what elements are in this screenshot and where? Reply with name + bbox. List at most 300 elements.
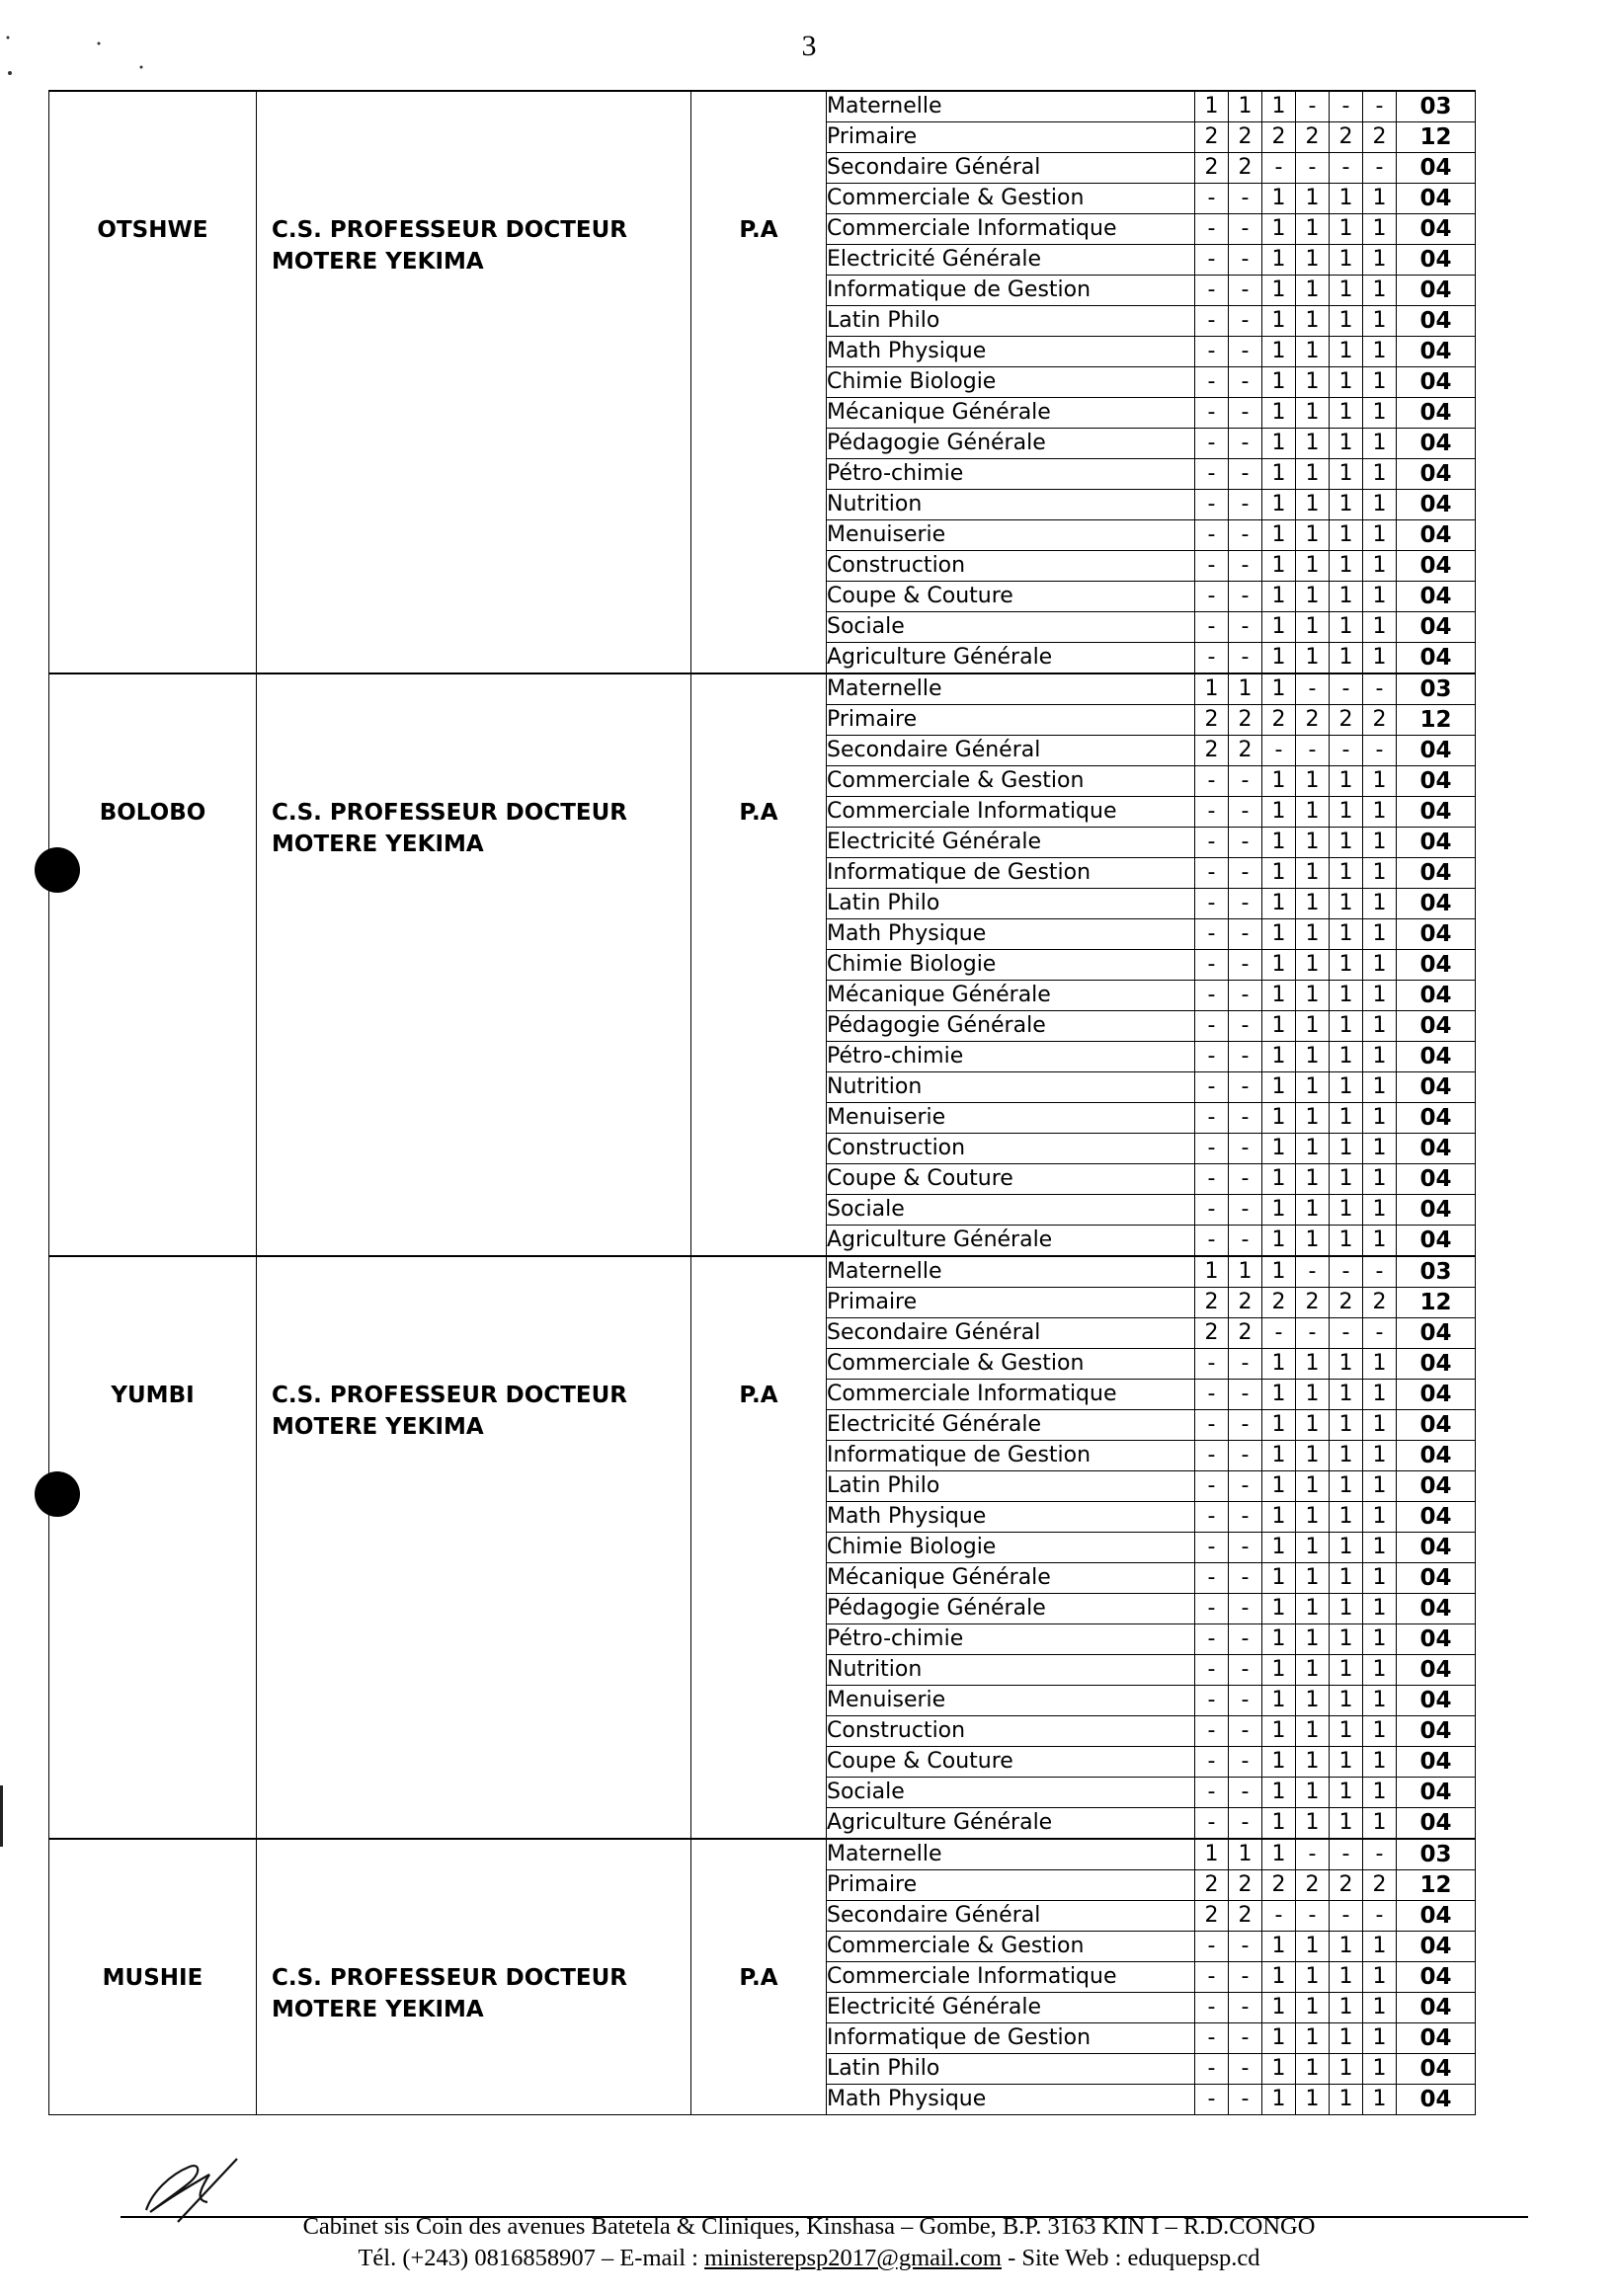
- class-count-cell: 1: [1296, 459, 1330, 490]
- total-cell: 04: [1397, 1134, 1476, 1164]
- location-name: MUSHIE: [102, 1965, 203, 1991]
- class-count-cell: -: [1195, 276, 1229, 306]
- option-name: Electricité Générale: [827, 828, 1195, 858]
- option-name: Secondaire Général: [827, 1318, 1195, 1349]
- total-cell: 12: [1397, 1288, 1476, 1318]
- total-cell: 04: [1397, 337, 1476, 367]
- class-count-cell: -: [1330, 1256, 1363, 1288]
- class-count-cell: 1: [1262, 1226, 1296, 1257]
- class-count-cell: -: [1229, 582, 1262, 612]
- class-count-cell: -: [1296, 736, 1330, 766]
- class-count-cell: 1: [1296, 214, 1330, 245]
- class-count-cell: -: [1195, 797, 1229, 828]
- option-name: Informatique de Gestion: [827, 1441, 1195, 1471]
- class-count-cell: 1: [1262, 1011, 1296, 1042]
- class-count-cell: -: [1195, 459, 1229, 490]
- class-count-cell: -: [1195, 1226, 1229, 1257]
- total-cell: 04: [1397, 1993, 1476, 2023]
- class-count-cell: 1: [1262, 1380, 1296, 1410]
- class-count-cell: -: [1195, 1410, 1229, 1441]
- class-count-cell: 1: [1363, 2054, 1397, 2085]
- class-count-cell: 1: [1296, 1808, 1330, 1840]
- class-count-cell: -: [1195, 1042, 1229, 1072]
- total-cell: 03: [1397, 91, 1476, 122]
- class-count-cell: 1: [1262, 184, 1296, 214]
- class-count-cell: -: [1229, 919, 1262, 950]
- total-cell: 04: [1397, 429, 1476, 459]
- class-count-cell: 1: [1363, 1226, 1397, 1257]
- table-row: [49, 91, 1476, 122]
- class-count-cell: -: [1229, 1962, 1262, 1993]
- option-name: Informatique de Gestion: [827, 2023, 1195, 2054]
- option-name: Agriculture Générale: [827, 1808, 1195, 1840]
- total-cell: 04: [1397, 1533, 1476, 1563]
- class-count-cell: -: [1195, 828, 1229, 858]
- class-count-cell: 1: [1330, 1533, 1363, 1563]
- class-count-cell: 1: [1363, 1808, 1397, 1840]
- class-count-cell: 1: [1330, 214, 1363, 245]
- class-count-cell: 1: [1296, 1624, 1330, 1655]
- class-count-cell: 2: [1262, 1870, 1296, 1901]
- class-count-cell: -: [1229, 1594, 1262, 1624]
- total-cell: 04: [1397, 1318, 1476, 1349]
- class-count-cell: -: [1229, 1533, 1262, 1563]
- class-count-cell: 1: [1330, 1380, 1363, 1410]
- total-cell: 04: [1397, 1594, 1476, 1624]
- class-count-cell: 1: [1296, 306, 1330, 337]
- option-name: Electricité Générale: [827, 1410, 1195, 1441]
- class-count-cell: -: [1262, 1901, 1296, 1932]
- class-count-cell: 1: [1363, 1072, 1397, 1103]
- class-count-cell: -: [1229, 828, 1262, 858]
- class-count-cell: 1: [1363, 1042, 1397, 1072]
- class-count-cell: 1: [1363, 643, 1397, 674]
- class-count-cell: 1: [1330, 1808, 1363, 1840]
- class-count-cell: 1: [1262, 1624, 1296, 1655]
- option-name: Pédagogie Générale: [827, 1011, 1195, 1042]
- option-name: Coupe & Couture: [827, 582, 1195, 612]
- total-cell: 12: [1397, 1870, 1476, 1901]
- class-count-cell: -: [1195, 981, 1229, 1011]
- class-count-cell: 1: [1262, 981, 1296, 1011]
- class-count-cell: 1: [1296, 245, 1330, 276]
- page-number: 3: [801, 30, 817, 62]
- class-count-cell: 1: [1296, 1655, 1330, 1686]
- class-count-cell: -: [1195, 582, 1229, 612]
- class-count-cell: 1: [1363, 1962, 1397, 1993]
- class-count-cell: 1: [1262, 367, 1296, 398]
- class-count-cell: 1: [1330, 398, 1363, 429]
- class-count-cell: 2: [1363, 122, 1397, 153]
- class-count-cell: 1: [1363, 1103, 1397, 1134]
- class-count-cell: 1: [1296, 1164, 1330, 1195]
- class-count-cell: 1: [1296, 612, 1330, 643]
- class-count-cell: 1: [1262, 1839, 1296, 1870]
- class-count-cell: 1: [1296, 1349, 1330, 1380]
- class-count-cell: 1: [1330, 858, 1363, 889]
- total-cell: 12: [1397, 705, 1476, 736]
- class-count-cell: -: [1195, 1747, 1229, 1778]
- class-count-cell: 1: [1330, 582, 1363, 612]
- option-name: Primaire: [827, 1870, 1195, 1901]
- total-cell: 04: [1397, 1747, 1476, 1778]
- class-count-cell: -: [1195, 1962, 1229, 1993]
- total-cell: 04: [1397, 1410, 1476, 1441]
- total-cell: 04: [1397, 828, 1476, 858]
- class-count-cell: -: [1195, 337, 1229, 367]
- class-count-cell: -: [1296, 1256, 1330, 1288]
- option-name: Math Physique: [827, 1502, 1195, 1533]
- option-name: Commerciale Informatique: [827, 214, 1195, 245]
- class-count-cell: -: [1229, 1226, 1262, 1257]
- option-name: Chimie Biologie: [827, 1533, 1195, 1563]
- class-count-cell: 1: [1296, 1962, 1330, 1993]
- class-count-cell: -: [1229, 1072, 1262, 1103]
- total-cell: 04: [1397, 1226, 1476, 1257]
- class-count-cell: -: [1195, 1134, 1229, 1164]
- class-count-cell: 1: [1330, 1226, 1363, 1257]
- option-name: Commerciale Informatique: [827, 1380, 1195, 1410]
- class-count-cell: -: [1229, 214, 1262, 245]
- class-count-cell: 1: [1330, 919, 1363, 950]
- class-count-cell: 1: [1262, 490, 1296, 520]
- class-count-cell: 1: [1262, 612, 1296, 643]
- option-name: Commerciale & Gestion: [827, 766, 1195, 797]
- class-count-cell: 1: [1363, 1932, 1397, 1962]
- class-count-cell: 1: [1330, 245, 1363, 276]
- class-count-cell: 1: [1296, 1226, 1330, 1257]
- option-name: Nutrition: [827, 1655, 1195, 1686]
- class-count-cell: 1: [1229, 673, 1262, 705]
- class-count-cell: 1: [1363, 950, 1397, 981]
- class-count-cell: 1: [1296, 551, 1330, 582]
- class-count-cell: 2: [1296, 1870, 1330, 1901]
- class-count-cell: 1: [1296, 276, 1330, 306]
- location-name: OTSHWE: [97, 217, 208, 243]
- class-count-cell: 1: [1262, 766, 1296, 797]
- class-count-cell: 1: [1330, 306, 1363, 337]
- footer-email-link[interactable]: ministerepsp2017@gmail.com: [704, 2245, 1002, 2271]
- class-count-cell: 1: [1262, 889, 1296, 919]
- location-cell: [49, 673, 257, 1256]
- class-count-cell: 1: [1262, 2023, 1296, 2054]
- class-count-cell: -: [1363, 1901, 1397, 1932]
- class-count-cell: 1: [1296, 981, 1330, 1011]
- class-count-cell: 1: [1296, 828, 1330, 858]
- class-count-cell: 1: [1296, 1441, 1330, 1471]
- location-name: BOLOBO: [99, 800, 206, 826]
- class-count-cell: 1: [1262, 1042, 1296, 1072]
- class-count-cell: -: [1195, 858, 1229, 889]
- class-count-cell: 1: [1330, 1471, 1363, 1502]
- class-count-cell: -: [1229, 1471, 1262, 1502]
- class-count-cell: 1: [1262, 1533, 1296, 1563]
- class-count-cell: 1: [1296, 1932, 1330, 1962]
- class-count-cell: 1: [1330, 429, 1363, 459]
- class-count-cell: 2: [1229, 1901, 1262, 1932]
- class-count-cell: -: [1195, 919, 1229, 950]
- total-cell: 04: [1397, 1380, 1476, 1410]
- class-count-cell: 1: [1330, 276, 1363, 306]
- class-count-cell: 1: [1262, 1747, 1296, 1778]
- option-name: Math Physique: [827, 2085, 1195, 2115]
- class-count-cell: 1: [1363, 1624, 1397, 1655]
- class-count-cell: 1: [1363, 306, 1397, 337]
- class-count-cell: 1: [1296, 1993, 1330, 2023]
- class-count-cell: -: [1195, 1441, 1229, 1471]
- class-count-cell: 1: [1330, 950, 1363, 981]
- class-count-cell: -: [1330, 1901, 1363, 1932]
- class-count-cell: 1: [1363, 889, 1397, 919]
- class-count-cell: 1: [1296, 1502, 1330, 1533]
- class-count-cell: 1: [1330, 1778, 1363, 1808]
- class-count-cell: 1: [1330, 1502, 1363, 1533]
- class-count-cell: 1: [1330, 981, 1363, 1011]
- class-count-cell: 1: [1363, 1011, 1397, 1042]
- class-count-cell: 2: [1296, 122, 1330, 153]
- location-cell: [49, 1256, 257, 1839]
- class-count-cell: -: [1229, 643, 1262, 674]
- class-count-cell: 1: [1296, 858, 1330, 889]
- option-name: Commerciale Informatique: [827, 797, 1195, 828]
- total-cell: 04: [1397, 214, 1476, 245]
- class-count-cell: 1: [1262, 919, 1296, 950]
- class-count-cell: 1: [1330, 1993, 1363, 2023]
- class-count-cell: 1: [1262, 828, 1296, 858]
- allocation-table: [48, 90, 1476, 2115]
- class-count-cell: -: [1229, 1164, 1262, 1195]
- class-count-cell: -: [1229, 766, 1262, 797]
- option-name: Chimie Biologie: [827, 950, 1195, 981]
- location-cell: [49, 1839, 257, 2115]
- total-cell: 04: [1397, 367, 1476, 398]
- class-count-cell: 1: [1262, 950, 1296, 981]
- class-count-cell: 2: [1363, 705, 1397, 736]
- class-count-cell: 1: [1296, 2023, 1330, 2054]
- table-row: [49, 673, 1476, 705]
- class-count-cell: -: [1229, 2054, 1262, 2085]
- class-count-cell: -: [1229, 1624, 1262, 1655]
- option-name: Latin Philo: [827, 2054, 1195, 2085]
- option-name: Commerciale & Gestion: [827, 1349, 1195, 1380]
- class-count-cell: 1: [1296, 1410, 1330, 1441]
- class-count-cell: 2: [1262, 705, 1296, 736]
- class-count-cell: 1: [1296, 2085, 1330, 2115]
- option-name: Electricité Générale: [827, 245, 1195, 276]
- class-count-cell: 2: [1363, 1870, 1397, 1901]
- class-count-cell: 1: [1363, 1502, 1397, 1533]
- class-count-cell: 1: [1330, 1103, 1363, 1134]
- class-count-cell: 1: [1330, 797, 1363, 828]
- option-name: Secondaire Général: [827, 1901, 1195, 1932]
- class-count-cell: 1: [1262, 214, 1296, 245]
- class-count-cell: -: [1330, 736, 1363, 766]
- class-count-cell: 1: [1330, 1716, 1363, 1747]
- total-cell: 04: [1397, 1072, 1476, 1103]
- option-name: Pédagogie Générale: [827, 1594, 1195, 1624]
- class-count-cell: -: [1229, 1932, 1262, 1962]
- class-count-cell: 1: [1330, 367, 1363, 398]
- class-count-cell: 1: [1296, 1072, 1330, 1103]
- option-name: Informatique de Gestion: [827, 276, 1195, 306]
- option-name: Menuiserie: [827, 520, 1195, 551]
- class-count-cell: 1: [1296, 1011, 1330, 1042]
- total-cell: 04: [1397, 1932, 1476, 1962]
- class-count-cell: -: [1330, 1318, 1363, 1349]
- class-count-cell: 1: [1262, 1502, 1296, 1533]
- total-cell: 04: [1397, 1808, 1476, 1840]
- class-count-cell: 1: [1262, 1164, 1296, 1195]
- option-name: Agriculture Générale: [827, 1226, 1195, 1257]
- school-name: [257, 1962, 690, 2025]
- class-count-cell: -: [1229, 1993, 1262, 2023]
- class-count-cell: -: [1296, 91, 1330, 122]
- school-name: [257, 1380, 690, 1443]
- class-count-cell: -: [1229, 797, 1262, 828]
- class-count-cell: -: [1262, 153, 1296, 184]
- total-cell: 04: [1397, 2054, 1476, 2085]
- school-type: P.A: [739, 1965, 778, 1991]
- option-name: Primaire: [827, 1288, 1195, 1318]
- class-count-cell: -: [1195, 1624, 1229, 1655]
- class-count-cell: 2: [1229, 153, 1262, 184]
- class-count-cell: 1: [1363, 858, 1397, 889]
- school-cell: [257, 1256, 691, 1839]
- class-count-cell: 1: [1296, 643, 1330, 674]
- class-count-cell: 1: [1363, 398, 1397, 429]
- school-cell: [257, 673, 691, 1256]
- class-count-cell: 1: [1262, 1349, 1296, 1380]
- total-cell: 12: [1397, 122, 1476, 153]
- class-count-cell: 1: [1363, 1380, 1397, 1410]
- class-count-cell: -: [1363, 153, 1397, 184]
- option-name: Math Physique: [827, 919, 1195, 950]
- class-count-cell: 1: [1262, 429, 1296, 459]
- class-count-cell: 1: [1296, 1471, 1330, 1502]
- class-count-cell: -: [1195, 1072, 1229, 1103]
- total-cell: 04: [1397, 1471, 1476, 1502]
- class-count-cell: 1: [1363, 1993, 1397, 2023]
- class-count-cell: 1: [1296, 184, 1330, 214]
- class-count-cell: 1: [1262, 1134, 1296, 1164]
- class-count-cell: 1: [1296, 398, 1330, 429]
- option-name: Commerciale & Gestion: [827, 184, 1195, 214]
- option-name: Sociale: [827, 612, 1195, 643]
- class-count-cell: -: [1363, 673, 1397, 705]
- class-count-cell: -: [1229, 1380, 1262, 1410]
- school-name: [257, 214, 690, 277]
- total-cell: 04: [1397, 858, 1476, 889]
- class-count-cell: -: [1296, 673, 1330, 705]
- footer-phone: Tél. (+243) 0816858907 – E-mail :: [358, 2245, 705, 2271]
- class-count-cell: -: [1330, 673, 1363, 705]
- school-name-line2: MOTERE YEKIMA: [272, 1414, 484, 1440]
- option-name: Menuiserie: [827, 1103, 1195, 1134]
- class-count-cell: 1: [1363, 1533, 1397, 1563]
- class-count-cell: 1: [1363, 245, 1397, 276]
- class-count-cell: -: [1195, 1563, 1229, 1594]
- class-count-cell: -: [1195, 889, 1229, 919]
- total-cell: 04: [1397, 551, 1476, 582]
- class-count-cell: 1: [1296, 1195, 1330, 1226]
- class-count-cell: 1: [1363, 582, 1397, 612]
- school-name-line2: MOTERE YEKIMA: [272, 831, 484, 857]
- class-count-cell: 1: [1296, 429, 1330, 459]
- total-cell: 04: [1397, 1716, 1476, 1747]
- class-count-cell: -: [1229, 398, 1262, 429]
- class-count-cell: 1: [1330, 1164, 1363, 1195]
- total-cell: 04: [1397, 1042, 1476, 1072]
- class-count-cell: 1: [1262, 2054, 1296, 2085]
- class-count-cell: -: [1229, 981, 1262, 1011]
- class-count-cell: -: [1195, 766, 1229, 797]
- class-count-cell: 1: [1363, 981, 1397, 1011]
- class-count-cell: 1: [1330, 1624, 1363, 1655]
- class-count-cell: 1: [1262, 1410, 1296, 1441]
- option-name: Menuiserie: [827, 1686, 1195, 1716]
- class-count-cell: -: [1229, 337, 1262, 367]
- class-count-cell: -: [1262, 736, 1296, 766]
- class-count-cell: -: [1296, 153, 1330, 184]
- class-count-cell: 1: [1262, 797, 1296, 828]
- footer-address: Cabinet sis Coin des avenues Batetela & Cliniques, Kinshasa – Gombe, B.P. 3163 KIN I – R.D.CONGO: [302, 2213, 1316, 2240]
- class-count-cell: 1: [1330, 828, 1363, 858]
- class-count-cell: 1: [1330, 1686, 1363, 1716]
- total-cell: 04: [1397, 1441, 1476, 1471]
- class-count-cell: 1: [1296, 1134, 1330, 1164]
- total-cell: 04: [1397, 643, 1476, 674]
- class-count-cell: -: [1229, 245, 1262, 276]
- class-count-cell: 1: [1363, 1686, 1397, 1716]
- class-count-cell: -: [1229, 612, 1262, 643]
- total-cell: 03: [1397, 673, 1476, 705]
- option-name: Pétro-chimie: [827, 1624, 1195, 1655]
- class-count-cell: -: [1229, 1686, 1262, 1716]
- school-cell: [257, 1839, 691, 2115]
- class-count-cell: 1: [1330, 551, 1363, 582]
- option-name: Pédagogie Générale: [827, 429, 1195, 459]
- class-count-cell: 2: [1229, 1870, 1262, 1901]
- class-count-cell: 1: [1330, 1932, 1363, 1962]
- class-count-cell: -: [1195, 1716, 1229, 1747]
- class-count-cell: 1: [1296, 582, 1330, 612]
- class-count-cell: 1: [1330, 766, 1363, 797]
- class-count-cell: 1: [1363, 1195, 1397, 1226]
- class-count-cell: 1: [1363, 1349, 1397, 1380]
- class-count-cell: -: [1195, 306, 1229, 337]
- class-count-cell: -: [1363, 1256, 1397, 1288]
- total-cell: 04: [1397, 582, 1476, 612]
- school-cell: [257, 91, 691, 673]
- option-name: Construction: [827, 1716, 1195, 1747]
- class-count-cell: -: [1195, 1011, 1229, 1042]
- class-count-cell: 1: [1195, 1256, 1229, 1288]
- class-count-cell: 1: [1330, 1072, 1363, 1103]
- class-count-cell: 1: [1262, 1072, 1296, 1103]
- total-cell: 04: [1397, 1962, 1476, 1993]
- class-count-cell: 1: [1363, 429, 1397, 459]
- school-name-line1: C.S. PROFESSEUR DOCTEUR: [272, 1965, 627, 1991]
- footer-website: - Site Web : eduquepsp.cd: [1001, 2245, 1260, 2271]
- class-count-cell: -: [1229, 1747, 1262, 1778]
- class-count-cell: 1: [1229, 1839, 1262, 1870]
- class-count-cell: 1: [1262, 1103, 1296, 1134]
- class-count-cell: 1: [1330, 1655, 1363, 1686]
- class-count-cell: 2: [1195, 1318, 1229, 1349]
- school-name-line1: C.S. PROFESSEUR DOCTEUR: [272, 800, 627, 826]
- table-row: [49, 1256, 1476, 1288]
- class-count-cell: 1: [1296, 950, 1330, 981]
